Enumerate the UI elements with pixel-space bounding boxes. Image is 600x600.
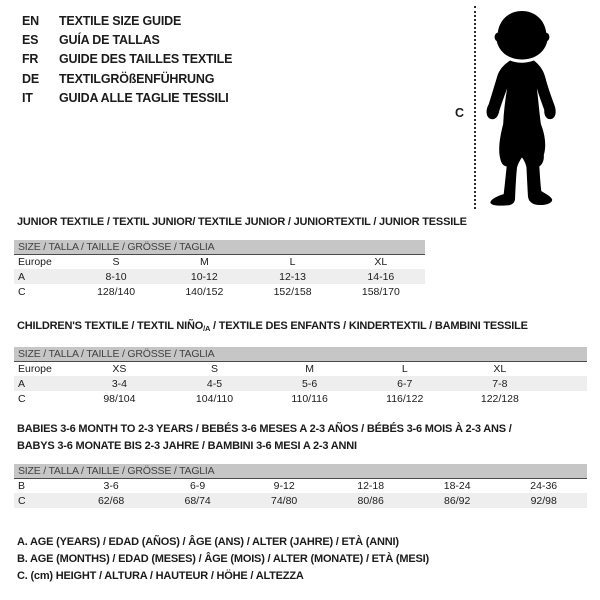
babies-title-line1: BABIES 3-6 MONTH TO 2-3 YEARS / BEBÉS 3-6 MESES A 2-3 AÑOS / BÉBÉS 3-6 MOIS À 2-3 ANS / xyxy=(17,423,512,435)
note-age-years: A. AGE (YEARS) / EDAD (AÑOS) / ÂGE (ANS) / ALTER (JAHRE) / ETÀ (ANNI) xyxy=(17,536,399,548)
size-cell: 98/104 xyxy=(103,392,136,405)
note-height-cm: C. (cm) HEIGHT / ALTURA / HAUTEUR / HÖHE / ALTEZZA xyxy=(17,570,304,583)
language-code: ES xyxy=(22,32,39,47)
language-code: FR xyxy=(22,52,39,67)
children-title-text: / TEXTILE DES ENFANTS / KINDERTEXTIL / BAMBINI TESSILE xyxy=(210,320,528,332)
spacer-cell xyxy=(547,361,587,376)
size-cell: 122/128 xyxy=(480,392,519,405)
size-cell: 86/92 xyxy=(444,494,471,507)
size-cell: S xyxy=(112,255,120,268)
table-header-row xyxy=(14,464,587,478)
children-title-text: CHILDREN'S TEXTILE / TEXTIL NIÑO xyxy=(17,320,204,332)
size-cell: M xyxy=(199,255,209,268)
size-cell: XL xyxy=(493,362,507,375)
size-cell: 104/110 xyxy=(195,392,234,405)
size-cell: 24-36 xyxy=(530,479,558,492)
junior-table-title: JUNIOR TEXTILE / TEXTIL JUNIOR/ TEXTILE JUNIOR / JUNIORTEXTIL / JUNIOR TESSILE xyxy=(17,216,467,228)
row-label-cell: Europe xyxy=(18,255,52,268)
table-header-row xyxy=(14,240,425,254)
language-code: DE xyxy=(22,71,39,86)
size-cell: 128/140 xyxy=(97,285,136,298)
babies-table-title xyxy=(17,421,577,454)
table-row xyxy=(14,391,587,406)
size-cell: L xyxy=(401,362,408,375)
size-cell: 152/158 xyxy=(273,285,312,298)
size-cell: 3-6 xyxy=(103,479,119,492)
table-row xyxy=(14,478,587,493)
spacer-cell xyxy=(547,376,587,391)
table-row xyxy=(14,376,587,391)
size-cell: 7-8 xyxy=(492,377,508,390)
height-measure-label: C xyxy=(455,106,465,120)
row-label-cell: C xyxy=(18,392,26,405)
size-cell: M xyxy=(305,362,314,375)
table-row xyxy=(14,269,425,284)
size-cell: 68/74 xyxy=(184,494,211,507)
table-row xyxy=(14,284,425,299)
size-cell: 62/68 xyxy=(97,494,125,507)
size-cell: 140/152 xyxy=(185,285,224,298)
children-title-subscript: /A xyxy=(203,324,211,333)
size-cell: 5-6 xyxy=(302,377,318,390)
row-label-cell: C xyxy=(18,285,26,298)
size-cell: L xyxy=(289,255,296,268)
children-size-table xyxy=(14,347,587,406)
size-cell: 80/86 xyxy=(357,494,384,507)
legend-notes xyxy=(17,534,429,586)
row-label-cell: Europe xyxy=(18,362,52,375)
table-row xyxy=(14,361,587,376)
size-cell: 8-10 xyxy=(105,270,127,283)
baby-silhouette-icon xyxy=(477,8,567,206)
language-row-de xyxy=(22,69,232,88)
size-cell: XS xyxy=(112,362,127,375)
size-header: SIZE / TALLA / TAILLE / GRÖSSE / TAGLIA xyxy=(14,240,425,254)
babies-title-line2: BABYS 3-6 MONATE BIS 2-3 JAHRE / BAMBINI 3-6 MESI A 2-3 ANNI xyxy=(17,439,357,452)
size-header: SIZE / TALLA / TAILLE / GRÖSSE / TAGLIA xyxy=(14,347,587,361)
size-header: SIZE / TALLA / TAILLE / GRÖSSE / TAGLIA xyxy=(14,464,587,478)
size-cell: S xyxy=(211,362,219,375)
language-title: TEXTILGRÖßENFÜHRUNG xyxy=(59,71,215,86)
language-row-it xyxy=(22,88,232,107)
language-row-fr xyxy=(22,50,232,69)
size-cell: 92/98 xyxy=(530,494,557,507)
row-label-cell: C xyxy=(18,494,26,507)
babies-size-table xyxy=(14,464,587,508)
spacer-cell xyxy=(547,391,587,406)
size-cell: 116/122 xyxy=(386,392,424,405)
row-label-cell: B xyxy=(18,479,26,492)
size-cell: 12-13 xyxy=(279,270,306,283)
size-cell: 14-16 xyxy=(367,270,395,283)
size-cell: 18-24 xyxy=(443,479,471,492)
table-row xyxy=(14,493,587,508)
language-row-es xyxy=(22,30,232,49)
size-cell: 6-9 xyxy=(190,479,206,492)
row-label-cell: A xyxy=(18,270,26,283)
size-cell: 3-4 xyxy=(111,377,127,390)
size-cell: XL xyxy=(374,255,388,268)
size-cell: 110/116 xyxy=(291,392,328,405)
size-cell: 6-7 xyxy=(397,377,413,390)
size-cell: 74/80 xyxy=(271,494,298,507)
language-title: GUÍA DE TALLAS xyxy=(59,32,160,47)
row-label-cell: A xyxy=(18,377,26,390)
junior-size-table xyxy=(14,240,425,299)
language-title: TEXTILE SIZE GUIDE xyxy=(59,13,182,28)
height-measure-dotted-line xyxy=(474,6,476,209)
children-table-title xyxy=(17,320,528,333)
language-row-en xyxy=(22,11,232,30)
language-title-list xyxy=(22,11,232,107)
size-cell: 4-5 xyxy=(206,377,223,390)
language-title: GUIDA ALLE TAGLIE TESSILI xyxy=(59,90,229,105)
table-header-row xyxy=(14,347,587,361)
size-cell: 10-12 xyxy=(190,270,218,283)
table-row xyxy=(14,254,425,269)
language-title: GUIDE DES TAILLES TEXTILE xyxy=(59,52,233,67)
size-cell: 158/170 xyxy=(361,285,400,298)
language-code: EN xyxy=(22,13,39,28)
language-code: IT xyxy=(22,90,33,105)
size-cell: 9-12 xyxy=(273,479,295,492)
size-cell: 12-18 xyxy=(357,479,385,492)
note-age-months: B. AGE (MONTHS) / EDAD (MESES) / ÂGE (MOIS) / ALTER (MONATE) / ETÀ (MESI) xyxy=(17,553,429,566)
